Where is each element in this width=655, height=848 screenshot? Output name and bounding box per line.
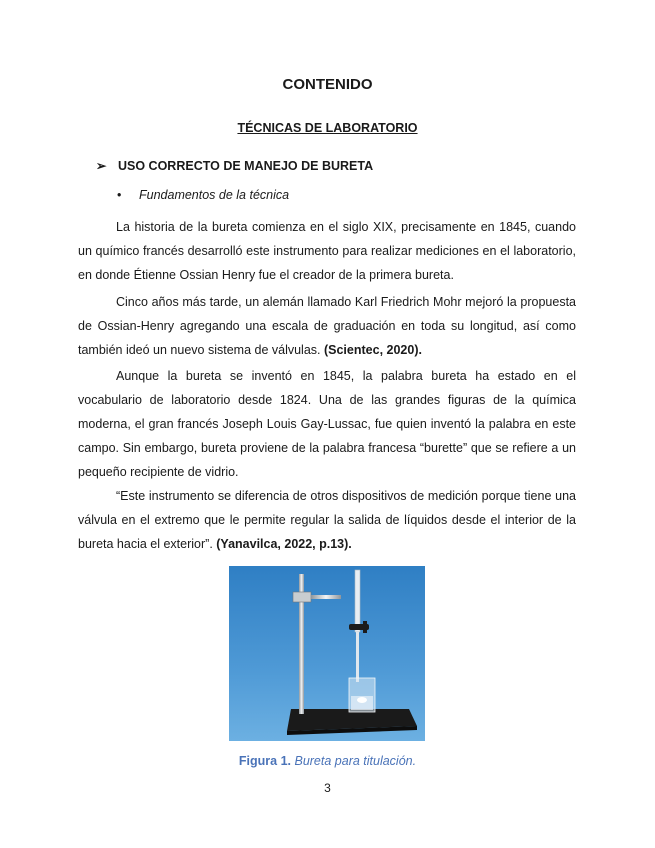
arrow-bullet-icon: ➢: [96, 159, 107, 173]
paragraph-3: [78, 364, 576, 484]
page-heading: CONTENIDO: [282, 76, 373, 93]
section-subheading: TÉCNICAS DE LABORATORIO: [237, 121, 418, 135]
section-title-text: USO CORRECTO DE MANEJO DE BURETA: [118, 159, 374, 173]
figure-caption-text: Bureta para titulación.: [294, 754, 417, 768]
paragraph-1: [78, 215, 576, 287]
bullet-item: [117, 188, 289, 202]
paragraph-2: [78, 290, 576, 362]
bullet-text: Fundamentos de la técnica: [139, 188, 290, 202]
figure-caption: [0, 754, 655, 768]
paragraph-3-text: Aunque la bureta se inventó en 1845, la palabra bureta ha estado en el vocabulario de laboratorio desde 1824. Una de las grandes figuras de la química moderna, el gran francés Joseph Louis Gay-Lussac, fue quien inventó la palabra en este campo. Sin embargo, bureta proviene de la palabra francesa “burette” que se refiere a un pequeño recipiente de vidrio.: [78, 369, 576, 479]
paragraph-1-text: La historia de la bureta comienza en el siglo XIX, precisamente en 1845, cuando un químico francés desarrolló este instrumento para realizar mediciones en el laboratorio, en donde Étienne Ossian Henry fue el creador de la primera bureta.: [78, 220, 576, 282]
paragraph-4-citation: (Yanavilca, 2022, p.13).: [216, 537, 352, 551]
bullet-dot-icon: •: [117, 188, 122, 202]
section-title: [96, 158, 373, 173]
page-number: 3: [324, 781, 331, 795]
paragraph-4: [78, 484, 576, 556]
figure-label: Figura 1.: [238, 754, 291, 768]
paragraph-2-text: Cinco años más tarde, un alemán llamado Karl Friedrich Mohr mejoró la propuesta de Ossian-Henry agregando una escala de graduación en toda su longitud, así como también ideó un nuevo sistema de válvulas.: [78, 295, 576, 357]
paragraph-2-citation: (Scientec, 2020).: [323, 343, 422, 357]
burette-photo: [229, 566, 425, 741]
paragraph-4-text: “Este instrumento se diferencia de otros dispositivos de medición porque tiene una válvula en el extremo que le permite regular la salida de líquidos desde el interior de la bureta hacia el exterior”.: [78, 489, 576, 551]
